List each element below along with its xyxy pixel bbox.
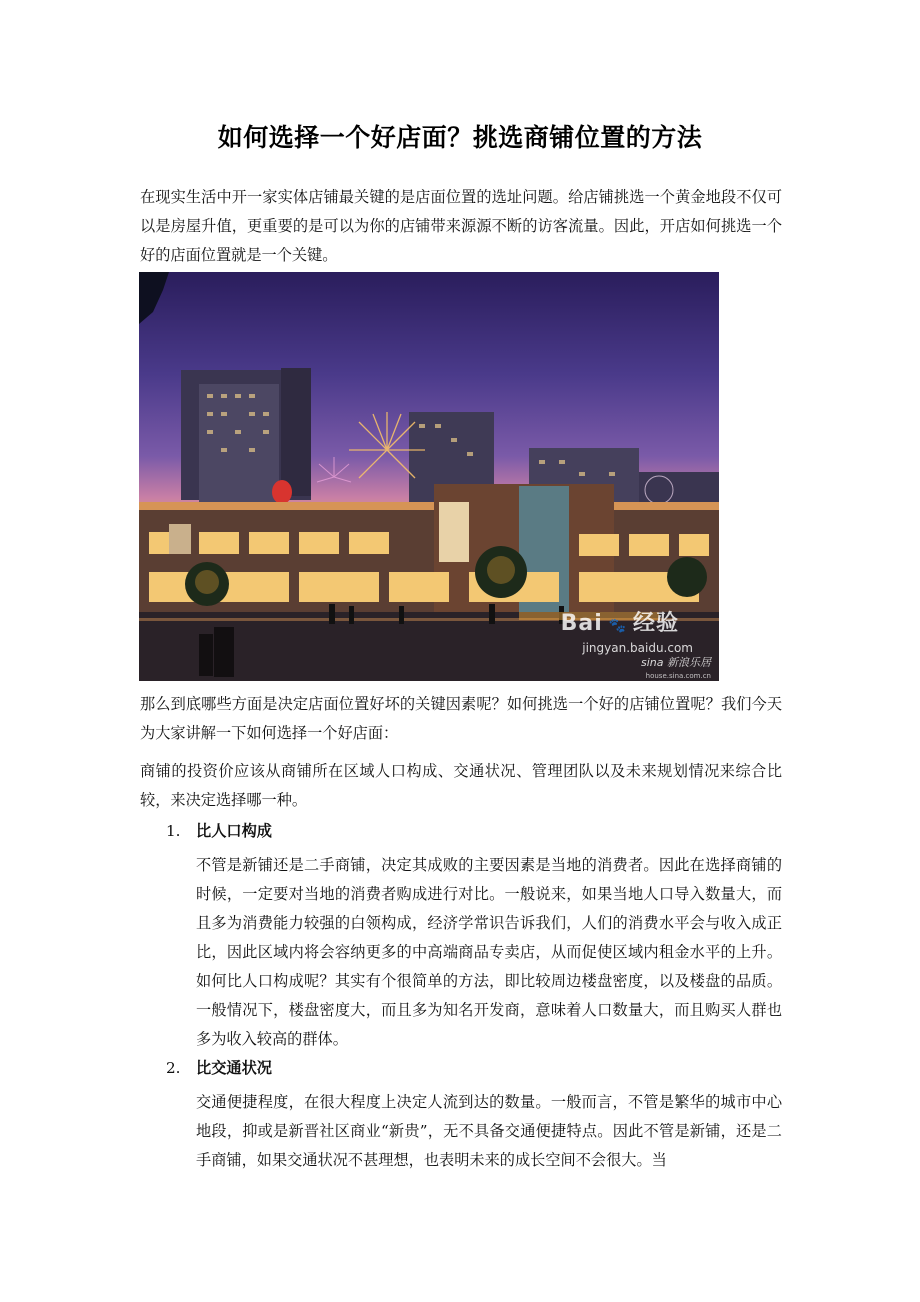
list-item-number: 1. <box>166 822 181 840</box>
list-item-body: 不管是新铺还是二手商铺，决定其成败的主要因素是当地的消费者。因此在选择商铺的时候，一定要对当地的消费者购成进行对比。一般说来，如果当地人口导入数量大，而且多为消费能力较强的白领构成，经济学常识告诉我们，人们的消费水平会与收入成正比，因此区域内将会容纳更多的中高端商品专卖店，从而促使区域内租金水平的上升。如何比人口构成呢？其实有个很简单的方法，即比较周边楼盘密度，以及楼盘的品质。一般情况下，楼盘密度大，而且多为知名开发商，意味着人口数量大，而且购买人群也多为收入较高的群体。 <box>196 856 782 1048</box>
watermark-sina: sina 新浪乐居 <box>641 656 711 669</box>
list-item-number: 2. <box>166 1059 181 1077</box>
question-paragraph: 那么到底哪些方面是决定店面位置好坏的关键因素呢？如何挑选一个好的店铺位置呢？我们今天为大家讲解一下如何选择一个好店面： <box>140 695 782 742</box>
intro-paragraph: 在现实生活中开一家实体店铺最关键的是店面位置的选址问题。给店铺挑选一个黄金地段不仅可以是房屋升值，更重要的是可以为你的店铺带来源源不断的访客流量。因此，开店如何挑选一个好的店面位置就是一个关键。 <box>140 188 782 264</box>
watermark-sina-url: house.sina.com.cn <box>645 672 711 680</box>
list-item-heading <box>166 817 272 846</box>
watermark-url: jingyan.baidu.com <box>582 641 693 655</box>
list-item-title: 比交通状况 <box>196 1059 272 1077</box>
list-item-body: 交通便捷程度，在很大程度上决定人流到达的数量。一般而言，不管是繁华的城市中心地段，抑或是新晋社区商业“新贵”，无不具备交通便捷特点。因此不管是新铺，还是二手商铺，如果交通状况不甚理想，也表明未来的成长空间不会很大。当 <box>196 1093 782 1169</box>
list-item-title: 比人口构成 <box>196 822 272 840</box>
investment-paragraph: 商铺的投资价应该从商铺所在区域人口构成、交通状况、管理团队以及未来规划情况来综合比较，来决定选择哪一种。 <box>140 762 782 809</box>
list-item-heading <box>166 1054 272 1083</box>
page-title: 如何选择一个好店面？挑选商铺位置的方法 <box>217 123 703 152</box>
watermark-baidu-logo: Bai 🐾 经验 <box>560 611 679 636</box>
mall-rendering-image <box>139 272 719 681</box>
